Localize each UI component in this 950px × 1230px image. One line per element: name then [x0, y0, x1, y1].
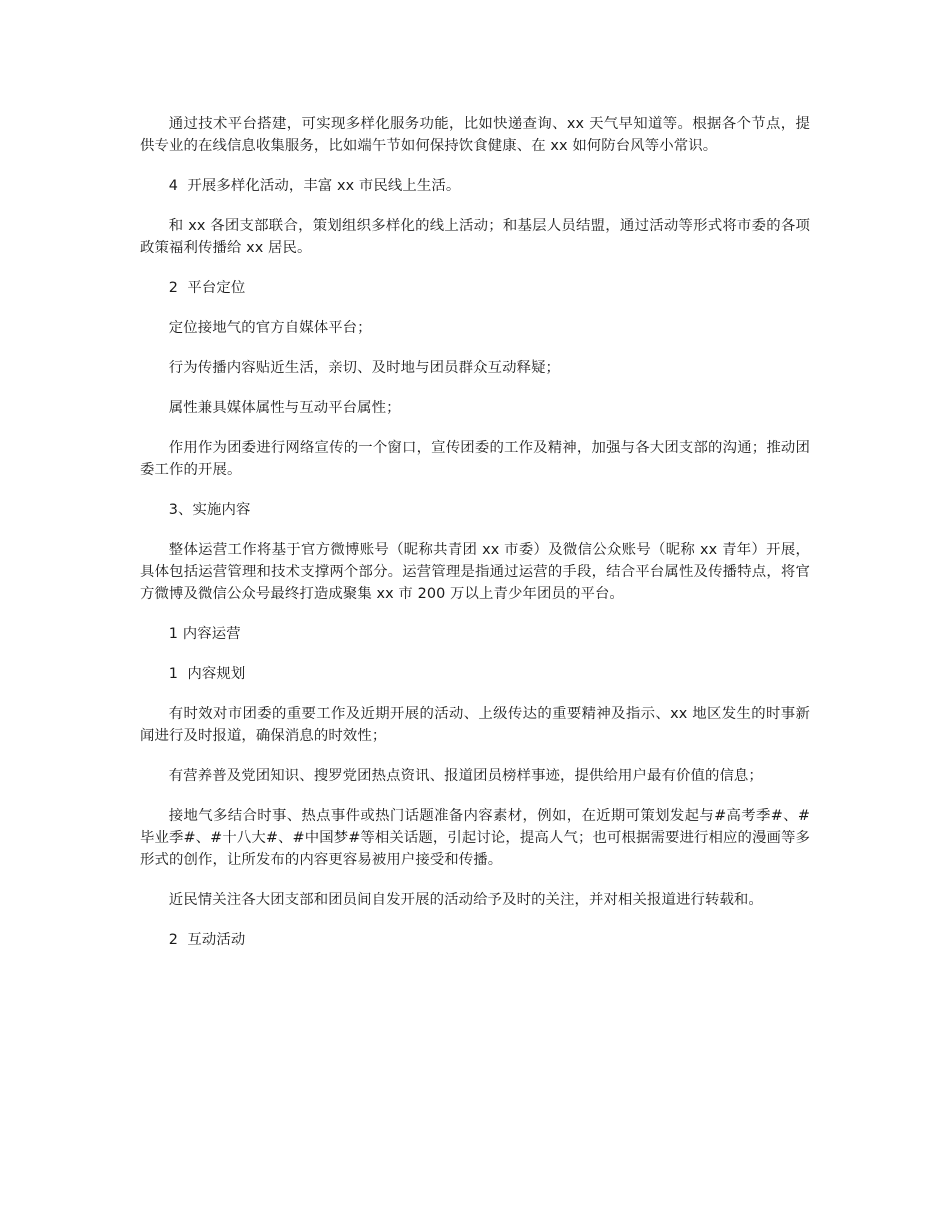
section-heading: 3、实施内容 — [168, 502, 251, 518]
section-heading: 2 互动活动 — [168, 932, 246, 948]
paragraph: 作用作为团委进行网络宣传的一个窗口，宣传团委的工作及精神，加强与各大团支部的沟通；推动团委工作的开展。 — [140, 440, 810, 478]
section-heading: 2 平台定位 — [168, 280, 246, 296]
section-heading: 1 内容运营 — [168, 626, 241, 642]
paragraph: 通过技术平台搭建，可实现多样化服务功能，比如快递查询、xx 天气早知道等。根据各个节点，提供专业的在线信息收集服务，比如端午节如何保持饮食健康、在 xx 如何防台风等小常识。 — [140, 116, 810, 154]
paragraph: 有营养普及党团知识、搜罗党团热点资讯、报道团员榜样事迹，提供给用户最有价值的信息； — [168, 768, 763, 784]
paragraph: 有时效对市团委的重要工作及近期开展的活动、上级传达的重要精神及指示、xx 地区发生的时事新闻进行及时报道，确保消息的时效性； — [140, 706, 810, 744]
paragraph: 和 xx 各团支部联合，策划组织多样化的线上活动；和基层人员结盟，通过活动等形式将市委的各项政策福利传播给 xx 居民。 — [140, 218, 810, 256]
paragraph: 定位接地气的官方自媒体平台； — [168, 320, 372, 336]
paragraph: 行为传播内容贴近生活，亲切、及时地与团员群众互动释疑； — [168, 360, 561, 376]
paragraph: 整体运营工作将基于官方微博账号（昵称共青团 xx 市委）及微信公众账号（昵称 xx 青年）开展，具体包括运营管理和技术支撑两个部分。运营管理是指通过运营的手段，结合平台属性及传播特点，将官方微博及微信公众号最终打造成聚集 xx 市 200 万以上青少年团员的平台。 — [140, 542, 810, 602]
paragraph: 近民情关注各大团支部和团员间自发开展的活动给予及时的关注，并对相关报道进行转载和。 — [168, 892, 763, 908]
document-body — [140, 113, 810, 969]
paragraph: 接地气多结合时事、热点事件或热门话题准备内容素材，例如，在近期可策划发起与#高考季#、#毕业季#、#十八大#、#中国梦#等相关话题，引起讨论，提高人气；也可根据需要进行相应的漫画等多形式的创作，让所发布的内容更容易被用户接受和传播。 — [140, 808, 810, 868]
section-heading: 1 内容规划 — [168, 666, 246, 682]
paragraph: 属性兼具媒体属性与互动平台属性； — [168, 400, 401, 416]
section-heading: 4 开展多样化活动，丰富 xx 市民线上生活。 — [168, 178, 461, 194]
